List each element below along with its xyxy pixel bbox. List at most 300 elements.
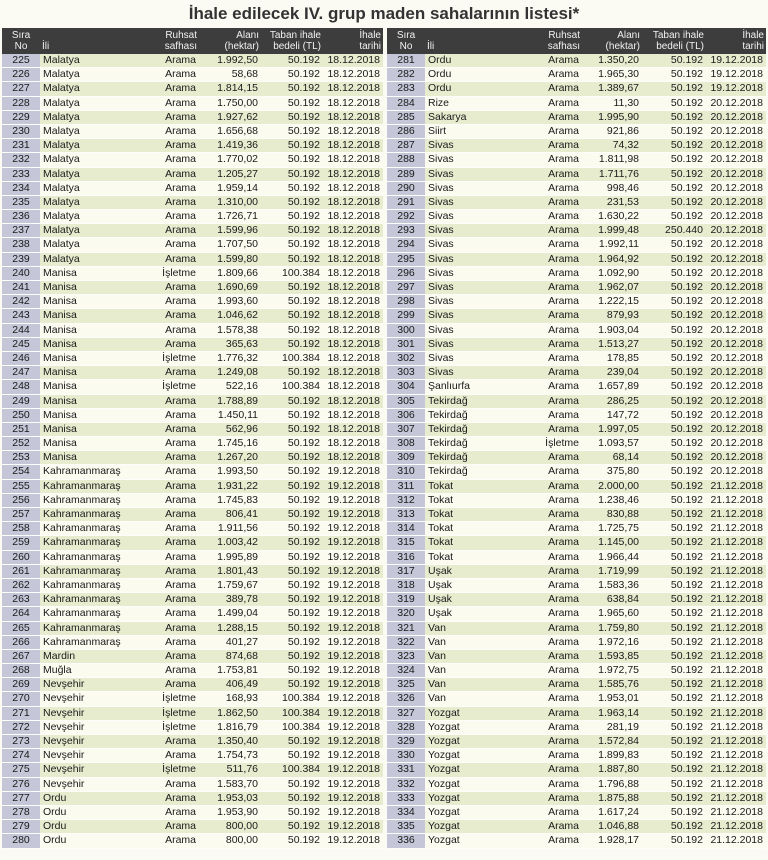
cell-bedel: 50.192	[642, 96, 706, 110]
cell-alan: 1.770,02	[199, 153, 261, 167]
cell-alan: 1.953,01	[582, 692, 642, 706]
cell-bedel: 50.192	[261, 68, 323, 82]
page-title: İhale edilecek IV. grup maden sahalarının listesi*	[188, 4, 580, 23]
cell-no: 291	[387, 195, 425, 209]
cell-no: 335	[387, 820, 425, 834]
right-table-header	[387, 28, 766, 54]
cell-alan: 1.931,22	[199, 479, 261, 493]
cell-tarih: 19.12.2018	[323, 664, 383, 678]
cell-il: Tekirdağ	[425, 451, 521, 465]
cell-no: 234	[2, 181, 40, 195]
cell-alan: 1.630,22	[582, 210, 642, 224]
cell-safha: İşletme	[140, 720, 199, 734]
cell-alan: 1.093,57	[582, 437, 642, 451]
cell-safha: Arama	[140, 252, 199, 266]
cell-no: 316	[387, 550, 425, 564]
table-row	[2, 422, 383, 436]
cell-il: Ordu	[40, 820, 140, 834]
cell-tarih: 20.12.2018	[706, 295, 766, 309]
cell-no: 274	[2, 749, 40, 763]
cell-bedel: 50.192	[261, 366, 323, 380]
cell-il: Tekirdağ	[425, 422, 521, 436]
cell-bedel: 50.192	[261, 465, 323, 479]
cell-safha: Arama	[521, 124, 582, 138]
cell-no: 286	[387, 124, 425, 138]
cell-il: Yozgat	[425, 820, 521, 834]
cell-il: Tokat	[425, 493, 521, 507]
cell-il: Van	[425, 635, 521, 649]
cell-no: 245	[2, 337, 40, 351]
cell-no: 241	[2, 281, 40, 295]
cell-alan: 147,72	[582, 408, 642, 422]
cell-il: Uşak	[425, 564, 521, 578]
cell-bedel: 50.192	[642, 777, 706, 791]
cell-tarih: 18.12.2018	[323, 195, 383, 209]
cell-tarih: 19.12.2018	[323, 834, 383, 848]
cell-no: 301	[387, 337, 425, 351]
cell-tarih: 20.12.2018	[706, 366, 766, 380]
cell-tarih: 21.12.2018	[706, 578, 766, 592]
cell-tarih: 18.12.2018	[323, 224, 383, 238]
table-row	[387, 479, 766, 493]
table-row	[387, 323, 766, 337]
cell-tarih: 20.12.2018	[706, 195, 766, 209]
cell-alan: 511,76	[199, 763, 261, 777]
cell-safha: Arama	[140, 664, 199, 678]
cell-alan: 286,25	[582, 394, 642, 408]
cell-no: 289	[387, 167, 425, 181]
cell-safha: Arama	[521, 578, 582, 592]
table-row	[2, 139, 383, 153]
cell-tarih: 21.12.2018	[706, 508, 766, 522]
cell-no: 320	[387, 607, 425, 621]
cell-il: Manisa	[40, 408, 140, 422]
cell-safha: Arama	[140, 820, 199, 834]
cell-tarih: 21.12.2018	[706, 720, 766, 734]
cell-bedel: 50.192	[261, 295, 323, 309]
cell-tarih: 19.12.2018	[323, 735, 383, 749]
cell-safha: Arama	[521, 479, 582, 493]
cell-safha: Arama	[521, 295, 582, 309]
left-table-body	[2, 54, 383, 848]
cell-alan: 879,93	[582, 309, 642, 323]
cell-alan: 1.389,67	[582, 82, 642, 96]
cell-bedel: 50.192	[642, 749, 706, 763]
cell-no: 309	[387, 451, 425, 465]
cell-il: Malatya	[40, 238, 140, 252]
cell-no: 293	[387, 224, 425, 238]
cell-bedel: 50.192	[261, 749, 323, 763]
cell-il: Sivas	[425, 281, 521, 295]
table-row	[2, 550, 383, 564]
cell-safha: Arama	[140, 735, 199, 749]
cell-il: Malatya	[40, 153, 140, 167]
cell-bedel: 50.192	[642, 578, 706, 592]
cell-no: 258	[2, 522, 40, 536]
cell-safha: Arama	[140, 96, 199, 110]
cell-no: 296	[387, 266, 425, 280]
cell-no: 237	[2, 224, 40, 238]
cell-tarih: 19.12.2018	[323, 564, 383, 578]
table-row	[387, 422, 766, 436]
cell-tarih: 20.12.2018	[706, 238, 766, 252]
cell-il: Nevşehir	[40, 692, 140, 706]
cell-tarih: 19.12.2018	[323, 692, 383, 706]
table-row	[387, 266, 766, 280]
cell-safha: Arama	[140, 110, 199, 124]
table-row	[2, 309, 383, 323]
cell-bedel: 50.192	[261, 252, 323, 266]
cell-no: 255	[2, 479, 40, 493]
cell-no: 247	[2, 366, 40, 380]
cell-safha: Arama	[140, 578, 199, 592]
cell-tarih: 19.12.2018	[323, 479, 383, 493]
cell-bedel: 50.192	[642, 635, 706, 649]
cell-bedel: 50.192	[642, 366, 706, 380]
cell-tarih: 18.12.2018	[323, 380, 383, 394]
table-row	[387, 522, 766, 536]
cell-alan: 1.657,89	[582, 380, 642, 394]
cell-no: 266	[2, 635, 40, 649]
table-row	[387, 578, 766, 592]
table-row	[2, 536, 383, 550]
cell-safha: Arama	[521, 153, 582, 167]
cell-safha: İşletme	[521, 437, 582, 451]
cell-safha: Arama	[521, 181, 582, 195]
cell-tarih: 20.12.2018	[706, 351, 766, 365]
cell-bedel: 50.192	[261, 281, 323, 295]
cell-tarih: 18.12.2018	[323, 366, 383, 380]
cell-tarih: 19.12.2018	[706, 68, 766, 82]
cell-tarih: 19.12.2018	[323, 749, 383, 763]
cell-bedel: 50.192	[642, 720, 706, 734]
cell-alan: 401,27	[199, 635, 261, 649]
cell-no: 300	[387, 323, 425, 337]
cell-no: 253	[2, 451, 40, 465]
cell-il: Kahramanmaraş	[40, 607, 140, 621]
cell-bedel: 50.192	[261, 394, 323, 408]
cell-alan: 1.419,36	[199, 139, 261, 153]
cell-alan: 522,16	[199, 380, 261, 394]
cell-safha: Arama	[521, 692, 582, 706]
cell-bedel: 50.192	[261, 110, 323, 124]
cell-tarih: 21.12.2018	[706, 678, 766, 692]
cell-no: 242	[2, 295, 40, 309]
cell-tarih: 18.12.2018	[323, 252, 383, 266]
header-no: Sıra No	[387, 28, 425, 54]
cell-il: Manisa	[40, 437, 140, 451]
cell-alan: 1.599,96	[199, 224, 261, 238]
cell-bedel: 50.192	[642, 82, 706, 96]
cell-alan: 638,84	[582, 593, 642, 607]
cell-bedel: 50.192	[642, 295, 706, 309]
cell-il: Tekirdağ	[425, 408, 521, 422]
cell-no: 321	[387, 621, 425, 635]
cell-no: 277	[2, 791, 40, 805]
cell-safha: Arama	[140, 635, 199, 649]
cell-safha: Arama	[140, 607, 199, 621]
cell-no: 271	[2, 706, 40, 720]
cell-bedel: 50.192	[261, 550, 323, 564]
header-alan: Alanı (hektar)	[199, 28, 261, 54]
cell-alan: 1.814,15	[199, 82, 261, 96]
cell-tarih: 18.12.2018	[323, 153, 383, 167]
cell-safha: Arama	[521, 564, 582, 578]
cell-alan: 1.719,99	[582, 564, 642, 578]
cell-bedel: 100.384	[261, 763, 323, 777]
cell-tarih: 18.12.2018	[323, 351, 383, 365]
cell-alan: 1.959,14	[199, 181, 261, 195]
cell-no: 250	[2, 408, 40, 422]
cell-no: 233	[2, 167, 40, 181]
cell-il: Uşak	[425, 593, 521, 607]
cell-alan: 1.965,30	[582, 68, 642, 82]
cell-tarih: 18.12.2018	[323, 309, 383, 323]
table-row	[2, 621, 383, 635]
cell-safha: Arama	[140, 195, 199, 209]
cell-bedel: 50.192	[642, 323, 706, 337]
cell-bedel: 50.192	[261, 437, 323, 451]
cell-safha: Arama	[140, 536, 199, 550]
cell-tarih: 19.12.2018	[706, 82, 766, 96]
cell-bedel: 50.192	[261, 805, 323, 819]
table-row	[2, 238, 383, 252]
table-row	[2, 692, 383, 706]
table-row	[387, 749, 766, 763]
cell-bedel: 50.192	[642, 153, 706, 167]
cell-bedel: 50.192	[642, 238, 706, 252]
cell-tarih: 20.12.2018	[706, 266, 766, 280]
table-row	[2, 408, 383, 422]
cell-safha: Arama	[521, 777, 582, 791]
cell-safha: Arama	[140, 337, 199, 351]
cell-bedel: 50.192	[642, 508, 706, 522]
cell-tarih: 19.12.2018	[323, 522, 383, 536]
cell-no: 267	[2, 649, 40, 663]
cell-tarih: 19.12.2018	[323, 720, 383, 734]
table-row	[2, 195, 383, 209]
cell-tarih: 19.12.2018	[323, 649, 383, 663]
cell-no: 317	[387, 564, 425, 578]
cell-no: 310	[387, 465, 425, 479]
table-row	[2, 337, 383, 351]
cell-alan: 168,93	[199, 692, 261, 706]
cell-alan: 406,49	[199, 678, 261, 692]
table-row	[2, 380, 383, 394]
cell-alan: 1.238,46	[582, 493, 642, 507]
cell-tarih: 18.12.2018	[323, 337, 383, 351]
cell-bedel: 50.192	[642, 394, 706, 408]
cell-il: Ordu	[40, 805, 140, 819]
cell-bedel: 50.192	[261, 153, 323, 167]
cell-no: 323	[387, 649, 425, 663]
cell-no: 307	[387, 422, 425, 436]
cell-tarih: 21.12.2018	[706, 564, 766, 578]
cell-no: 275	[2, 763, 40, 777]
cell-il: Tekirdağ	[425, 465, 521, 479]
cell-no: 243	[2, 309, 40, 323]
cell-safha: Arama	[140, 479, 199, 493]
cell-bedel: 50.192	[261, 735, 323, 749]
cell-tarih: 18.12.2018	[323, 238, 383, 252]
cell-no: 236	[2, 210, 40, 224]
cell-safha: İşletme	[140, 380, 199, 394]
cell-safha: Arama	[140, 649, 199, 663]
cell-bedel: 50.192	[642, 210, 706, 224]
cell-il: Kahramanmaraş	[40, 635, 140, 649]
cell-il: Malatya	[40, 124, 140, 138]
cell-no: 308	[387, 437, 425, 451]
cell-il: Manisa	[40, 266, 140, 280]
cell-safha: Arama	[521, 820, 582, 834]
cell-alan: 1.911,56	[199, 522, 261, 536]
cell-bedel: 50.192	[261, 224, 323, 238]
cell-il: Manisa	[40, 323, 140, 337]
cell-tarih: 19.12.2018	[323, 706, 383, 720]
cell-bedel: 100.384	[261, 380, 323, 394]
cell-tarih: 19.12.2018	[706, 54, 766, 68]
cell-safha: Arama	[521, 96, 582, 110]
cell-safha: Arama	[521, 621, 582, 635]
table-row	[2, 224, 383, 238]
table-row	[2, 678, 383, 692]
cell-no: 262	[2, 578, 40, 592]
cell-alan: 1.995,89	[199, 550, 261, 564]
cell-tarih: 21.12.2018	[706, 550, 766, 564]
cell-il: Manisa	[40, 422, 140, 436]
cell-no: 288	[387, 153, 425, 167]
cell-safha: Arama	[140, 522, 199, 536]
cell-no: 273	[2, 735, 40, 749]
cell-safha: Arama	[140, 678, 199, 692]
cell-tarih: 18.12.2018	[323, 167, 383, 181]
table-row	[387, 777, 766, 791]
cell-safha: Arama	[521, 337, 582, 351]
cell-bedel: 50.192	[642, 706, 706, 720]
cell-tarih: 19.12.2018	[323, 550, 383, 564]
cell-tarih: 18.12.2018	[323, 266, 383, 280]
cell-il: Sivas	[425, 167, 521, 181]
cell-tarih: 18.12.2018	[323, 68, 383, 82]
cell-tarih: 19.12.2018	[323, 493, 383, 507]
cell-tarih: 20.12.2018	[706, 309, 766, 323]
cell-safha: Arama	[140, 366, 199, 380]
cell-alan: 1.997,05	[582, 422, 642, 436]
cell-safha: Arama	[140, 621, 199, 635]
cell-no: 331	[387, 763, 425, 777]
table-row	[387, 224, 766, 238]
cell-bedel: 50.192	[642, 493, 706, 507]
cell-alan: 1.222,15	[582, 295, 642, 309]
cell-il: Kahramanmaraş	[40, 593, 140, 607]
cell-alan: 1.656,68	[199, 124, 261, 138]
cell-tarih: 21.12.2018	[706, 692, 766, 706]
cell-safha: Arama	[521, 465, 582, 479]
cell-alan: 1.707,50	[199, 238, 261, 252]
cell-safha: Arama	[521, 309, 582, 323]
table-row	[2, 153, 383, 167]
cell-no: 327	[387, 706, 425, 720]
table-row	[2, 54, 383, 68]
cell-alan: 1.249,08	[199, 366, 261, 380]
cell-il: Sivas	[425, 295, 521, 309]
cell-alan: 1.450,11	[199, 408, 261, 422]
cell-tarih: 18.12.2018	[323, 54, 383, 68]
cell-il: Manisa	[40, 337, 140, 351]
cell-il: Tokat	[425, 536, 521, 550]
cell-bedel: 50.192	[642, 139, 706, 153]
cell-il: Tokat	[425, 522, 521, 536]
table-row	[387, 621, 766, 635]
header-safha: Ruhsat safhası	[521, 28, 582, 54]
cell-safha: Arama	[140, 394, 199, 408]
cell-il: Malatya	[40, 210, 140, 224]
cell-bedel: 50.192	[261, 408, 323, 422]
cell-bedel: 100.384	[261, 266, 323, 280]
cell-il: Rize	[425, 96, 521, 110]
cell-alan: 74,32	[582, 139, 642, 153]
cell-il: Manisa	[40, 394, 140, 408]
cell-safha: Arama	[140, 791, 199, 805]
cell-no: 246	[2, 351, 40, 365]
table-row	[387, 593, 766, 607]
cell-safha: Arama	[140, 805, 199, 819]
table-row	[387, 295, 766, 309]
cell-il: Manisa	[40, 281, 140, 295]
cell-alan: 1.759,67	[199, 578, 261, 592]
cell-il: Manisa	[40, 451, 140, 465]
table-row	[387, 238, 766, 252]
table-row	[387, 366, 766, 380]
cell-alan: 1.092,90	[582, 266, 642, 280]
cell-tarih: 19.12.2018	[323, 791, 383, 805]
table-row	[387, 834, 766, 848]
left-table-header	[2, 28, 383, 54]
cell-alan: 1.745,16	[199, 437, 261, 451]
cell-tarih: 20.12.2018	[706, 224, 766, 238]
cell-bedel: 50.192	[261, 167, 323, 181]
cell-il: Siirt	[425, 124, 521, 138]
cell-tarih: 21.12.2018	[706, 664, 766, 678]
table-row	[387, 167, 766, 181]
cell-tarih: 21.12.2018	[706, 749, 766, 763]
cell-tarih: 19.12.2018	[323, 635, 383, 649]
table-row	[387, 139, 766, 153]
cell-bedel: 50.192	[261, 422, 323, 436]
cell-no: 287	[387, 139, 425, 153]
cell-safha: Arama	[521, 351, 582, 365]
cell-safha: Arama	[521, 664, 582, 678]
cell-tarih: 18.12.2018	[323, 110, 383, 124]
cell-bedel: 50.192	[642, 593, 706, 607]
cell-no: 238	[2, 238, 40, 252]
cell-no: 303	[387, 366, 425, 380]
cell-il: Kahramanmaraş	[40, 564, 140, 578]
cell-bedel: 50.192	[261, 834, 323, 848]
cell-alan: 1.288,15	[199, 621, 261, 635]
cell-il: Yozgat	[425, 763, 521, 777]
cell-il: Tekirdağ	[425, 394, 521, 408]
cell-alan: 1.801,43	[199, 564, 261, 578]
cell-il: Manisa	[40, 295, 140, 309]
cell-safha: İşletme	[140, 706, 199, 720]
cell-tarih: 18.12.2018	[323, 437, 383, 451]
cell-alan: 1.725,75	[582, 522, 642, 536]
cell-tarih: 18.12.2018	[323, 82, 383, 96]
table-row	[387, 110, 766, 124]
cell-no: 322	[387, 635, 425, 649]
cell-safha: Arama	[521, 281, 582, 295]
